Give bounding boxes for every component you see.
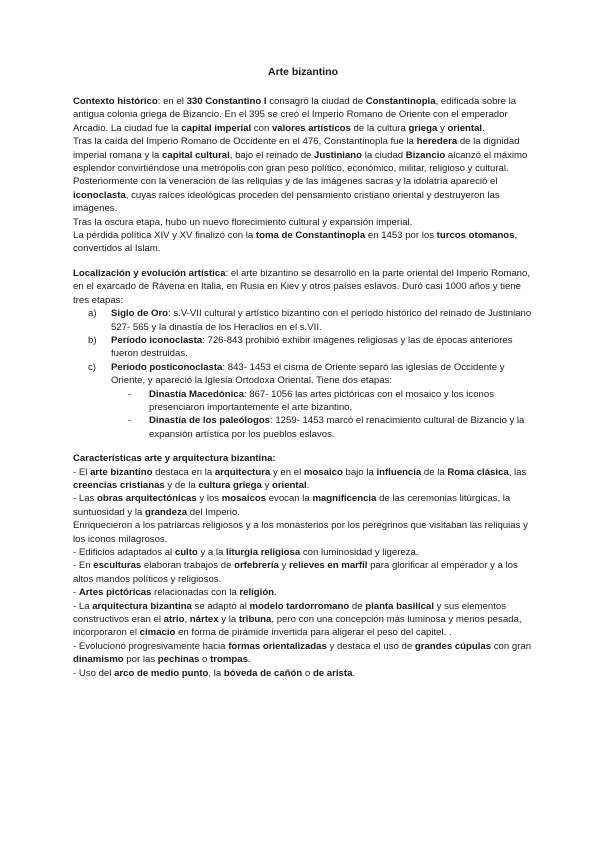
text-run: - <box>73 587 79 599</box>
bold-text: formas orientalizadas <box>228 640 327 652</box>
bold-text: arquitectura bizantina <box>92 600 192 612</box>
list-item-text <box>111 335 513 359</box>
text-run: y la <box>218 614 239 626</box>
bold-text: tribuna <box>238 614 272 626</box>
text-run: Tras la oscura etapa, hubo un nuevo florecimiento cultural y expansión imperial. <box>73 216 413 228</box>
list-item <box>73 307 533 334</box>
text-run: : 1259- 1453 marcó el renacimiento cultural de Bizancio y la expansión artística por los pueblos eslavos. <box>149 415 525 440</box>
text-run: , convertidos al Islam. <box>73 230 518 255</box>
etapas-list <box>73 307 533 441</box>
bold-text: arquitectura <box>214 466 271 478</box>
bold-text: esculturas <box>93 560 142 572</box>
text-run: del Imperio. <box>187 506 240 518</box>
text-run: : en el <box>157 96 187 107</box>
text-run: y <box>437 122 448 134</box>
bold-text: Constantinopla <box>365 96 436 107</box>
bold-text: oriental <box>447 122 483 134</box>
bold-text: trompas <box>210 654 248 666</box>
text-run: : 843- 1453 el cisma de Oriente separó las iglesias de Occidente y Oriente, y apareció la Iglesia Ortodoxa Oriental. Tiene dos etapas: <box>111 361 505 387</box>
bold-text: magnificencia <box>312 493 377 505</box>
text-run: , edificada sobre la antigua colonia griega de Bizancio. En el 395 se creó el Imperio Romano de Oriente con el emperador Arcadio. La ciudad fue la <box>73 96 517 134</box>
paragraph <box>73 667 533 680</box>
text-run: con gran <box>491 640 532 652</box>
list-marker: a) <box>88 308 97 320</box>
paragraph <box>73 492 533 519</box>
bold-text: Contexto histórico <box>73 96 158 107</box>
list-marker: - <box>128 415 132 427</box>
text-run: . <box>352 667 356 679</box>
text-run: - Edificios adaptados al <box>73 547 175 558</box>
bold-text: capital imperial <box>181 122 252 134</box>
bold-text: Dinastía Macedónica <box>149 388 244 400</box>
bold-text: Roma clásica <box>447 466 509 478</box>
bold-text: arco de medio punto <box>114 667 209 679</box>
bold-text: dinamismo <box>73 654 124 666</box>
paragraph <box>73 546 533 559</box>
bold-text: mosaicos <box>221 493 267 505</box>
text-run: elaboran trabajos de <box>141 560 235 572</box>
bold-text: bóveda de cañón <box>223 667 303 679</box>
text-run: destaca en la <box>152 466 215 478</box>
bold-text: religión <box>239 587 275 599</box>
text-run: en forma de pirámide invertida para aligerar el peso del capitel. . <box>175 627 452 639</box>
text-run: se adaptó al <box>191 600 250 612</box>
bold-text: cimacio <box>139 627 176 639</box>
bold-text: modelo tardorromano <box>249 600 350 612</box>
text-run: . <box>274 587 277 599</box>
text-run: y en el <box>270 466 304 478</box>
paragraph <box>73 135 533 175</box>
bold-text: 330 Constantino I <box>186 96 267 107</box>
text-run: de la <box>421 466 448 478</box>
text-run: Enriquecieron a los patriarcas religiosos y a los monasterios por los peregrinos que visitaban las reliquias y los iconos milagrosos. <box>73 520 528 545</box>
text-run: y sus elementos constructivos eran el <box>73 600 506 626</box>
paragraph <box>73 640 533 667</box>
bold-text: griega <box>408 122 438 134</box>
text-run: o <box>199 654 211 666</box>
text-run: : el arte bizantino se desarrolló en la parte oriental del Imperio Romano, en el exarcado de Rávena en Italia, en Rusia en Kiev y otros países eslavos. Duró casi 1000 años y tiene tres etapas: <box>73 267 530 306</box>
text-run: , las <box>508 466 527 478</box>
text-run: con luminosidad y ligereza. <box>300 547 419 558</box>
text-run: - Uso del <box>73 667 115 679</box>
list-marker: c) <box>88 361 96 373</box>
text-run: - En <box>73 560 94 572</box>
list-marker: b) <box>88 334 97 346</box>
bold-text: arte bizantino <box>90 466 153 478</box>
text-run: . <box>482 122 485 134</box>
list-item <box>73 361 533 441</box>
text-run: la ciudad <box>362 149 406 161</box>
bold-text: capital cultural <box>162 149 230 161</box>
paragraph <box>73 216 533 229</box>
text-run: Posteriormente con la veneración de las reliquias y de las imágenes sacras y la idolatría apareció el <box>73 176 498 188</box>
list-item <box>73 334 533 361</box>
text-run: de las ceremonias litúrgicas, la suntuosidad y la <box>73 493 511 518</box>
text-run: : s.V-VII cultural y artístico bizantino con el período histórico del reinado de Justiniano 527- 565 y la dinastía de los Heraclios en el s.VII. <box>111 308 532 333</box>
bold-text: obras arquitectónicas <box>97 493 197 505</box>
bold-text: iconoclasta <box>73 189 126 201</box>
text-run: y de la <box>164 479 199 491</box>
list-item <box>111 388 533 415</box>
text-run: con <box>251 122 272 134</box>
bold-text: creencias cristianas <box>73 479 165 491</box>
text-run: - Evolucionó progresivamente hacia <box>73 640 229 652</box>
text-run: consagró la ciudad de <box>266 96 366 107</box>
text-run: Tras la caída del Imperio Romano de Occidente en el 476, Constantinopla fue la <box>73 136 417 148</box>
text-run: por las <box>123 654 158 666</box>
text-run: : 726-843 prohibió exhibir imágenes religiosas y las de épocas anteriores fueron destruidas. <box>111 334 513 360</box>
bold-text: Bizancio <box>405 149 446 161</box>
bold-text: culto <box>174 547 198 558</box>
paragraph <box>73 559 533 586</box>
text-run: en 1453 por los <box>365 230 437 242</box>
bold-text: influencia <box>376 466 422 478</box>
text-run: y <box>278 560 290 572</box>
bold-text: de arista <box>312 667 353 679</box>
text-run: y los <box>196 493 222 505</box>
list-item-text <box>111 308 531 332</box>
bold-text: toma de Constantinopla <box>255 230 366 242</box>
bold-text: mosaico <box>303 466 343 478</box>
paragraph <box>73 519 533 546</box>
text-run: y destaca el uso de <box>326 640 415 652</box>
text-run: relacionadas con la <box>151 587 240 599</box>
text-run: para glorificar al emperador y a los altos mandos políticos y religiosos. <box>73 560 518 585</box>
text-run: alcanzó el máximo esplendor convirtiéndose una metrópolis con gran peso político, económico, militar, religioso y cultural. <box>73 149 528 175</box>
bold-text: pechinas <box>157 654 200 666</box>
list-item-text <box>149 415 524 439</box>
bold-text: grandes cúpulas <box>414 640 492 652</box>
bold-text: planta basilical <box>365 600 434 612</box>
text-run: y <box>261 479 272 491</box>
paragraph <box>73 600 533 640</box>
dinastias-list <box>111 388 533 442</box>
bold-text: liturgia religiosa <box>226 547 301 558</box>
text-run: de la dignidad imperial romana y la <box>73 136 520 161</box>
bold-text: valores artísticos <box>271 122 351 134</box>
bold-text: nártex <box>189 614 219 626</box>
bold-text: Período posticonoclasta <box>111 361 223 373</box>
document-page <box>73 66 533 680</box>
bold-text: orfebrería <box>234 560 279 572</box>
text-run: , cuyas raíces ideológicas proceden del pensamiento cristiano oriental y destruyeron las imágenes. <box>73 189 500 215</box>
paragraph <box>73 229 533 256</box>
paragraph <box>73 267 533 307</box>
section-contexto-historico <box>73 95 533 256</box>
text-run: bajo la <box>342 466 377 478</box>
bold-text: Justiniano <box>314 149 363 161</box>
bold-text: Localización y evolución artística <box>73 267 226 279</box>
text-run: , <box>184 614 190 626</box>
bold-text: Siglo de Oro <box>111 308 169 320</box>
text-run: : 867- 1056 las artes pictóricas con el mosaico y los iconos presenciaron importantemente el arte bizantino. <box>149 388 494 413</box>
section-caracteristicas <box>73 452 533 680</box>
text-run: o <box>302 667 313 679</box>
text-run: . <box>306 479 310 491</box>
text-run: de la cultura <box>350 122 409 134</box>
bold-text: turcos otomanos <box>436 230 515 242</box>
list-item <box>111 414 533 441</box>
text-run: , pero con una concepción más luminosa y menos pesada, incorporaron el <box>73 614 522 639</box>
text-run: - La <box>73 600 93 612</box>
list-item-text <box>111 362 505 386</box>
bold-text: heredera <box>416 136 458 148</box>
paragraph <box>73 466 533 493</box>
bold-text: oriental <box>271 479 307 491</box>
bold-text: relieves en marfil <box>289 560 368 572</box>
text-run: , la <box>208 667 224 679</box>
text-run: evocan la <box>266 493 313 505</box>
text-run: , bajo el reinado de <box>229 149 315 161</box>
text-run: . <box>247 654 251 666</box>
text-run: La pérdida política XIV y XV finalizó con la <box>73 230 256 242</box>
section-localizacion <box>73 267 533 441</box>
paragraph <box>73 95 533 135</box>
bold-text: Dinastía de los paleólogos <box>149 415 271 427</box>
list-item-text <box>149 389 494 413</box>
document-title: Arte bizantino <box>268 66 338 78</box>
text-run: de <box>349 600 366 612</box>
text-run: - Las <box>73 493 97 505</box>
bold-text: Artes pictóricas <box>78 587 152 599</box>
list-marker: - <box>128 388 132 400</box>
text-run: y a la <box>197 547 227 558</box>
paragraph <box>73 586 533 599</box>
bold-text: cultura griega <box>198 479 262 491</box>
bold-text: grandeza <box>145 506 188 518</box>
text-run: - El <box>73 466 91 478</box>
bold-text: Período iconoclasta <box>111 334 203 346</box>
paragraph <box>73 175 533 215</box>
section-heading: Características arte y arquitectura bizantina: <box>73 453 276 465</box>
bold-text: atrio <box>163 614 185 626</box>
